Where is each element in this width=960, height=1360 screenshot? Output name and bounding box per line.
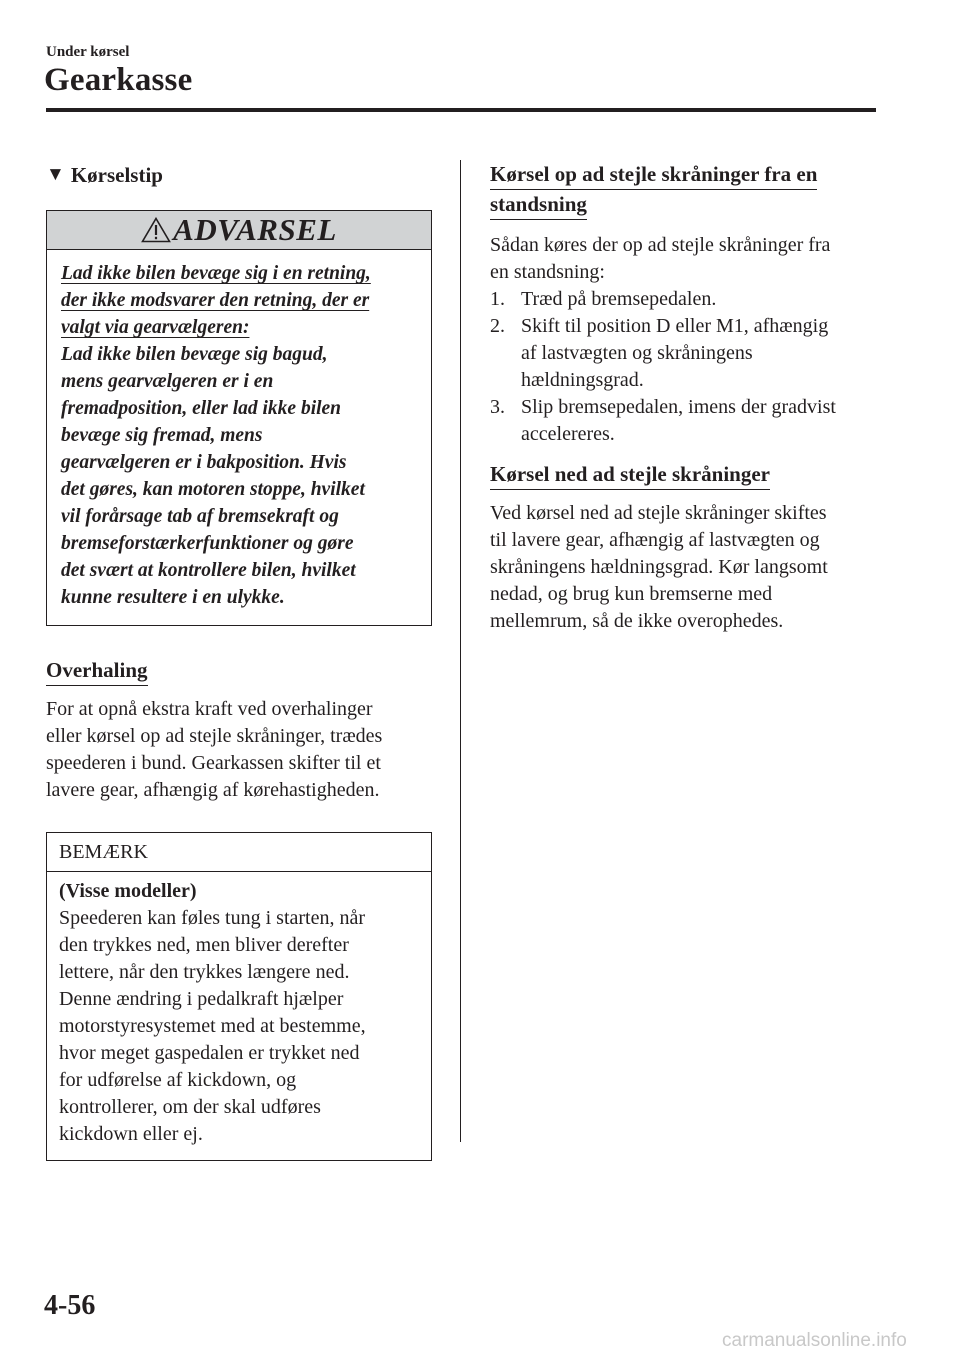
column-divider xyxy=(460,160,461,1142)
overtaking-section xyxy=(46,656,432,804)
warning-lead-line: Lad ikke bilen bevæge sig i en retning, xyxy=(61,263,371,284)
downhill-line: skråningens hældningsgrad. Kør langsomt xyxy=(490,556,828,578)
downhill-line: mellemrum, så de ikke overophedes. xyxy=(490,610,784,632)
step-line: Skift til position D eller M1, afhængig xyxy=(521,315,829,337)
warning-triangle-icon xyxy=(141,217,171,243)
header-rule xyxy=(46,108,876,112)
note-line: hvor meget gaspedalen er trykket ned xyxy=(59,1042,360,1064)
overtaking-title: Overhaling xyxy=(46,656,148,686)
step-number: 1. xyxy=(490,288,505,310)
list-item xyxy=(490,394,876,448)
warning-text-line: det gøres, kan motoren stoppe, hvilket xyxy=(61,479,365,500)
note-line: kontrollerer, om der skal udføres xyxy=(59,1096,321,1118)
warning-text-line: bremseforstærkerfunktioner og gøre xyxy=(61,533,354,554)
uphill-intro-line: Sådan køres der op ad stejle skråninger fra xyxy=(490,234,831,256)
note-line: motorstyresystemet med at bestemme, xyxy=(59,1015,366,1037)
uphill-title-line: Kørsel op ad stejle skråninger fra en xyxy=(490,160,817,190)
warning-box xyxy=(46,210,432,626)
uphill-intro-line: en standsning: xyxy=(490,261,605,283)
warning-text-line: Lad ikke bilen bevæge sig bagud, xyxy=(61,344,328,365)
right-column xyxy=(490,160,876,635)
driving-tips-heading-text: Kørselstip xyxy=(70,162,163,187)
step-line: af lastvægten og skråningens xyxy=(521,342,753,364)
note-line: lettere, når den trykkes længere ned. xyxy=(59,961,350,983)
overtaking-text xyxy=(46,696,432,804)
triangle-bullet-icon: ▼ xyxy=(46,164,65,185)
warning-text-line: gearvælgeren er i bakposition. Hvis xyxy=(61,452,347,473)
overtaking-line: lavere gear, afhængig af kørehastigheden. xyxy=(46,779,380,801)
uphill-title-line: standsning xyxy=(490,190,587,220)
step-line: hældningsgrad. xyxy=(521,369,644,391)
uphill-steps xyxy=(490,286,876,448)
chapter-title: Under kørsel xyxy=(46,44,130,60)
list-item xyxy=(490,313,876,394)
overtaking-line: speederen i bund. Gearkassen skifter til et xyxy=(46,752,381,774)
overtaking-line: eller kørsel op ad stejle skråninger, trædes xyxy=(46,725,383,747)
step-text xyxy=(521,394,836,448)
note-line: Speederen kan føles tung i starten, når xyxy=(59,907,366,929)
warning-lead-line: der ikke modsvarer den retning, der er xyxy=(61,290,370,311)
step-line: accelereres. xyxy=(521,423,615,445)
warning-text-line: bevæge sig fremad, mens xyxy=(61,425,263,446)
downhill-line: til lavere gear, afhængig af lastvægten og xyxy=(490,529,820,551)
downhill-line: nedad, og brug kun bremserne med xyxy=(490,583,773,605)
downhill-text xyxy=(490,500,876,635)
warning-text-line: mens gearvælgeren er i en xyxy=(61,371,274,392)
list-item xyxy=(490,286,876,313)
uphill-section xyxy=(490,160,876,448)
warning-text-line: kunne resultere i en ulykke. xyxy=(61,587,285,608)
note-body xyxy=(47,872,431,1160)
warning-text-line: det svært at kontrollere bilen, hvilket xyxy=(61,560,356,581)
step-line: Slip bremsepedalen, imens der gradvist xyxy=(521,396,836,418)
step-number: 2. xyxy=(490,315,505,337)
section-title: Gearkasse xyxy=(44,62,193,98)
note-title: BEMÆRK xyxy=(47,833,431,872)
note-line: kickdown eller ej. xyxy=(59,1123,203,1145)
note-line: for udførelse af kickdown, og xyxy=(59,1069,297,1091)
overtaking-line: For at opnå ekstra kraft ved overhalinger xyxy=(46,698,373,720)
downhill-section xyxy=(490,460,876,635)
warning-body xyxy=(47,250,431,625)
left-column xyxy=(46,160,432,1161)
page-number: 4-56 xyxy=(44,1290,96,1321)
warning-title: ADVARSEL xyxy=(173,212,337,247)
warning-lead-line: valgt via gearvælgeren: xyxy=(61,317,250,338)
driving-tips-heading xyxy=(46,160,432,190)
warning-text-line: fremadposition, eller lad ikke bilen xyxy=(61,398,342,419)
uphill-title xyxy=(490,160,876,220)
step-line: Træd på bremsepedalen. xyxy=(521,288,717,310)
note-subtitle: (Visse modeller) xyxy=(59,880,197,902)
note-line: Denne ændring i pedalkraft hjælper xyxy=(59,988,344,1010)
uphill-intro xyxy=(490,232,876,286)
downhill-title: Kørsel ned ad stejle skråninger xyxy=(490,460,770,490)
warning-text-line: vil forårsage tab af bremsekraft og xyxy=(61,506,339,527)
step-number: 3. xyxy=(490,396,505,418)
step-text xyxy=(521,313,828,394)
downhill-line: Ved kørsel ned ad stejle skråninger skiftes xyxy=(490,502,827,524)
note-box xyxy=(46,832,432,1161)
step-text xyxy=(521,286,716,313)
note-line: den trykkes ned, men bliver derefter xyxy=(59,934,349,956)
watermark: carmanualsonline.info xyxy=(722,1330,907,1351)
warning-header xyxy=(47,211,431,250)
